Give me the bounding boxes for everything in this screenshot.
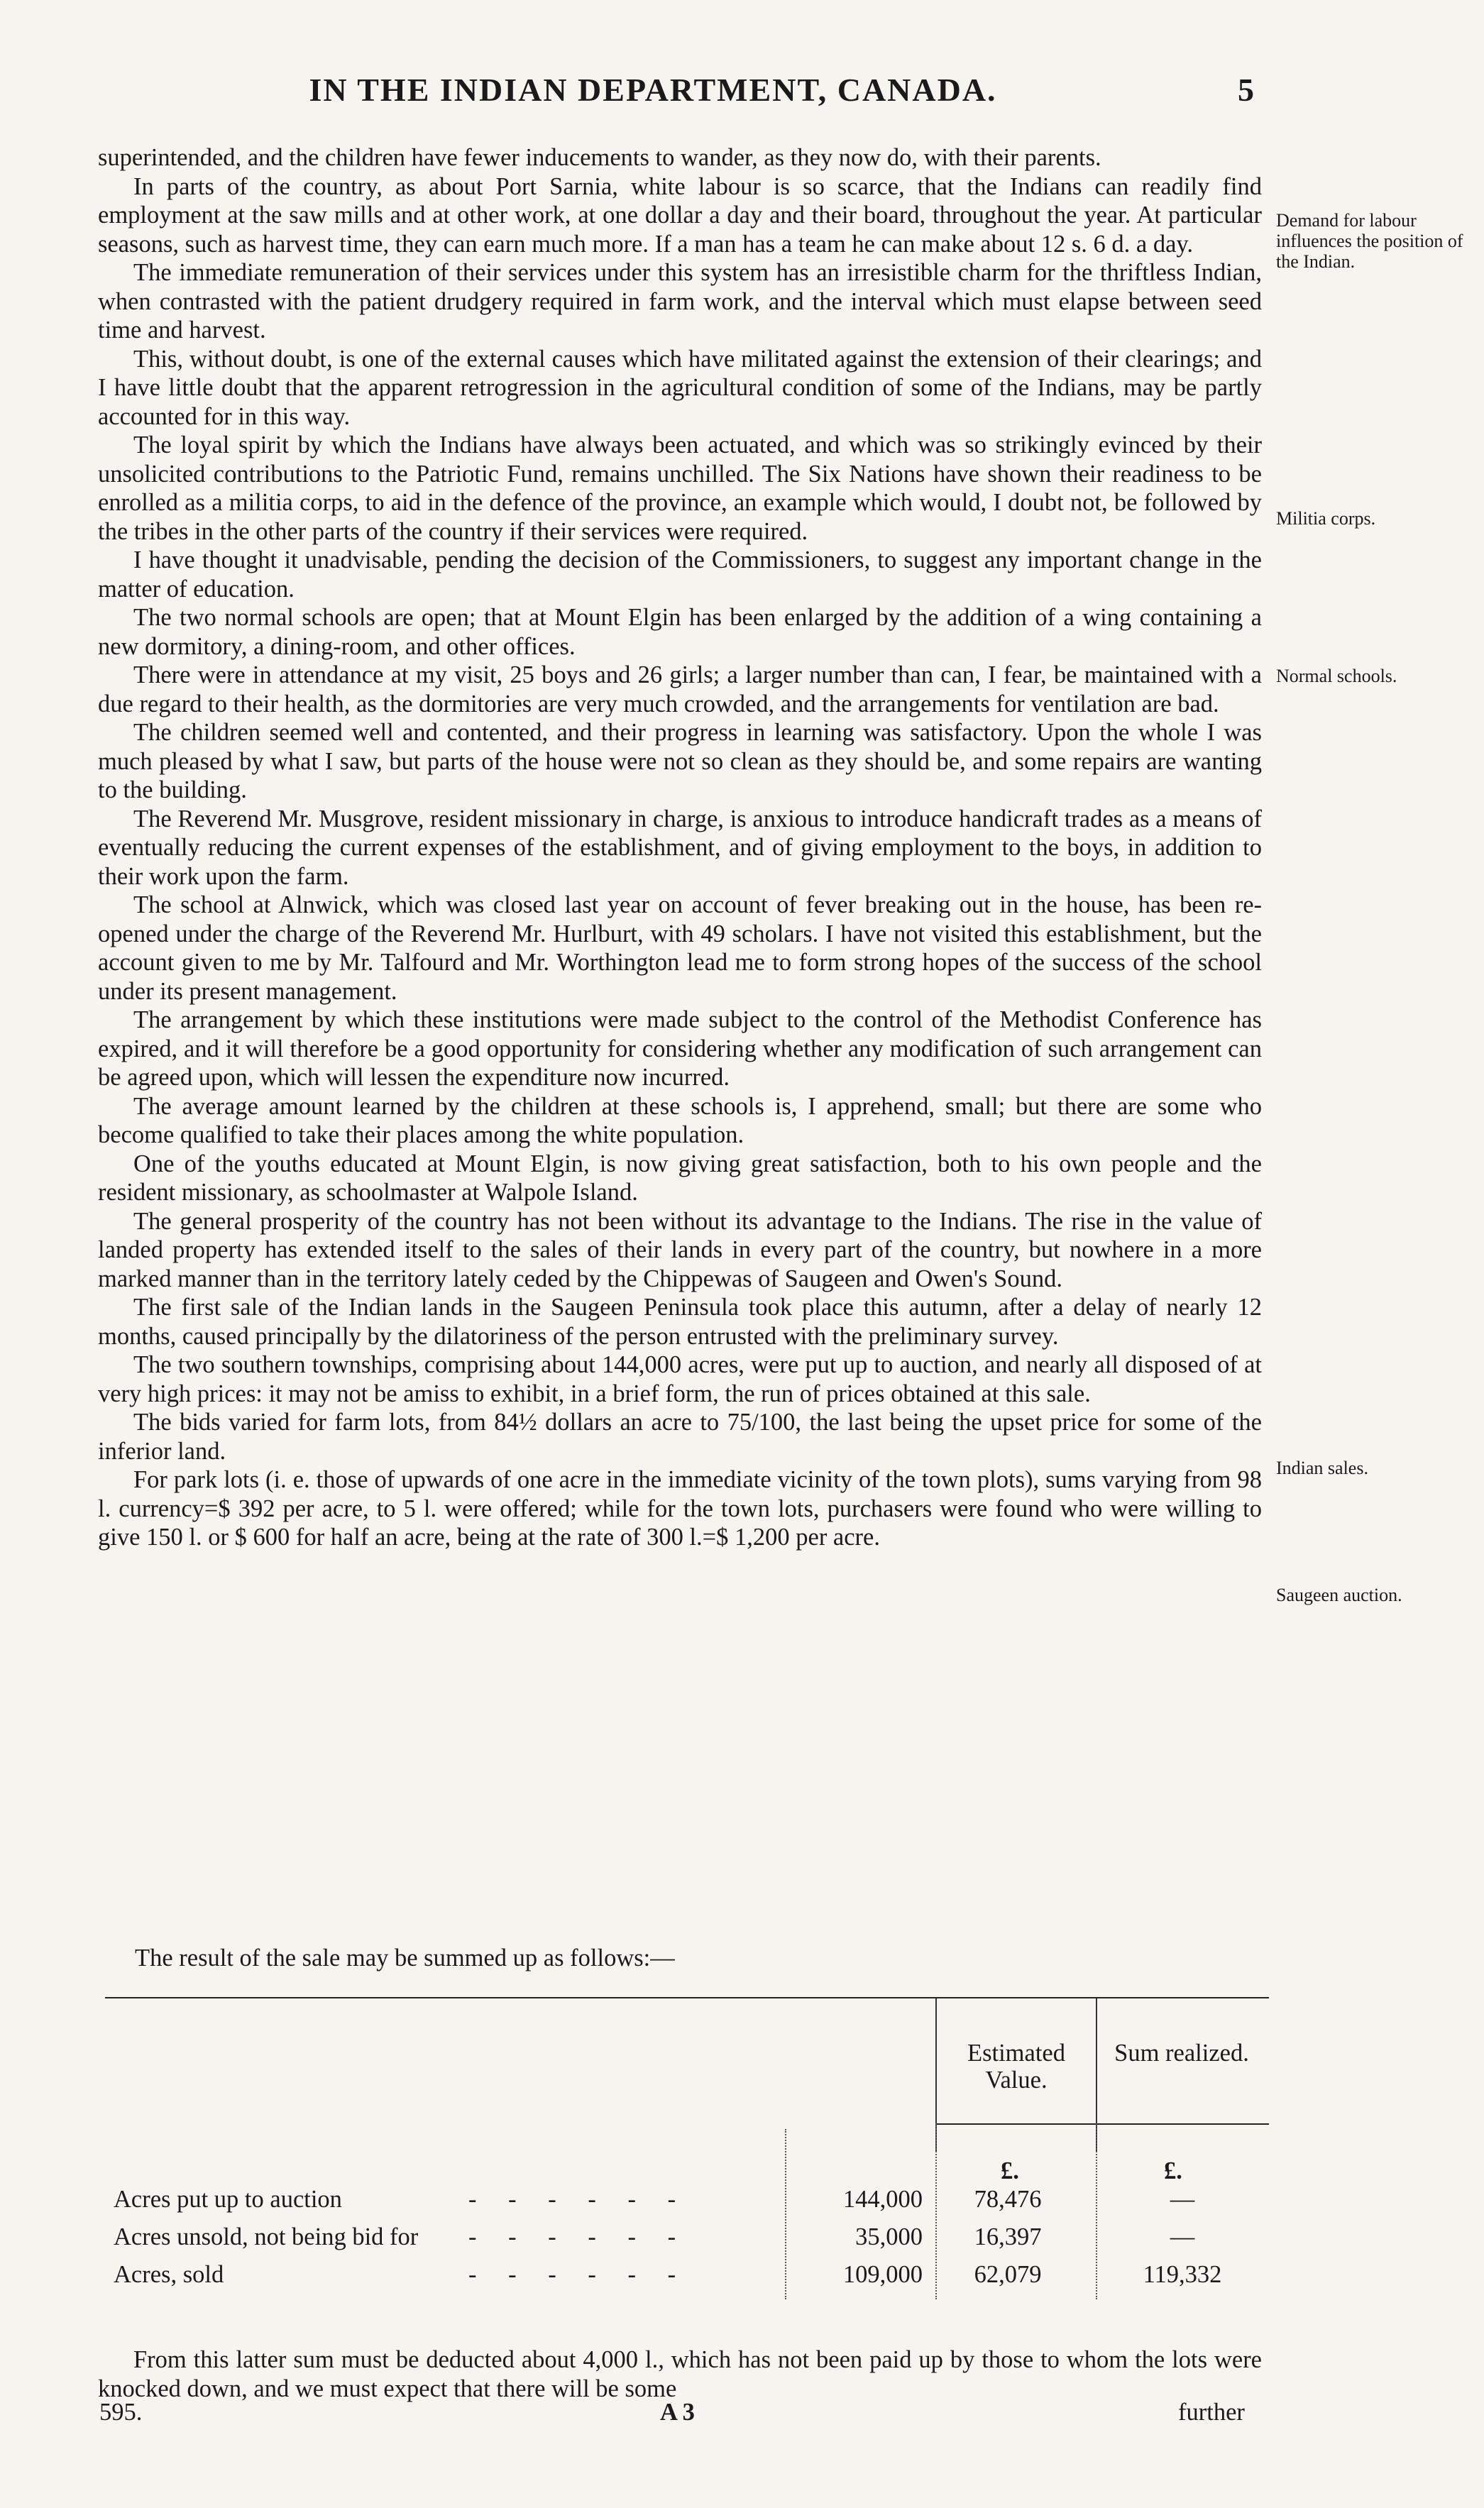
currency-label: £. xyxy=(1164,2157,1182,2184)
running-header: IN THE INDIAN DEPARTMENT, CANADA. xyxy=(309,72,997,108)
table-cell-acres: 35,000 xyxy=(855,2223,923,2250)
footer-signature-mark: A 3 xyxy=(660,2399,695,2426)
column-header-estimated: Estimated Value. xyxy=(967,2040,1065,2094)
table-row-label: Acres unsold, not being bid for xyxy=(114,2223,419,2250)
table-header-rule xyxy=(935,2123,1269,2125)
paragraph: The school at Alnwick, which was closed last year on account of fever breaking out in the house, has been re-opened under the charge of the Reverend Mr. Hurlburt, with 49 scholars. I have not visited this establishment, but the account given to me by Mr. Talfourd and Mr. Worthington lead me to form strong hopes of the success of the school under its present management. xyxy=(98,891,1262,1005)
table-row-label: Acres put up to auction xyxy=(114,2186,342,2213)
margin-note-labour: Demand for labour influences the position of the Indian. xyxy=(1276,210,1463,272)
paragraph: The bids varied for farm lots, from 84½ dollars an acre to 75/100, the last being the upset price for some of the inferior land. xyxy=(98,1409,1262,1465)
paragraph: From this latter sum must be deducted about 4,000 l., which has not been paid up by those to whom the lots were knocked down, and we must expect that there will be some xyxy=(98,2346,1262,2402)
footer-catchword: further xyxy=(1178,2399,1245,2426)
paragraph: superintended, and the children have fewer inducements to wander, as they now do, with their parents. xyxy=(98,144,1101,171)
paragraph: I have thought it unadvisable, pending the decision of the Commissioners, to suggest any important change in the matter of education. xyxy=(98,546,1262,603)
paragraph: The general prosperity of the country has not been without its advantage to the Indians. The rise in the value of landed property has extended itself to the sales of their lands in every part of the country, but nowhere in a more marked manner than in the territory lately ceded by the Chippewas of Saugeen and Owen's Sound. xyxy=(98,1207,1262,1292)
margin-note-militia: Militia corps. xyxy=(1276,508,1376,529)
footer-signature: 595. xyxy=(99,2399,143,2426)
paragraph: The first sale of the Indian lands in the Saugeen Peninsula took place this autumn, after a delay of nearly 12 months, caused principally by the dilatoriness of the person entrusted with the preliminary survey. xyxy=(98,1294,1262,1350)
margin-note-saugeen-auction: Saugeen auction. xyxy=(1276,1585,1402,1605)
table-cell-acres: 144,000 xyxy=(842,2186,923,2213)
leader-dashes: - - - - - - xyxy=(468,2261,689,2288)
paragraph: The loyal spirit by which the Indians have always been actuated, and which was so strikingly evinced by their unsolicited contributions to the Patriotic Fund, remains unchilled. The Six Nations have shown their readiness to be enrolled as a militia corps, to aid in the defence of the province, an example which would, I doubt not, be followed by the tribes in the other parts of the country if their services were required. xyxy=(98,431,1262,545)
currency-label: £. xyxy=(1001,2157,1019,2184)
body-text xyxy=(98,143,1262,1552)
paragraph: The two normal schools are open; that at Mount Elgin has been enlarged by the addition of a wing containing a new dormitory, a dining-room, and other offices. xyxy=(98,604,1262,660)
paragraph: For park lots (i. e. those of upwards of one acre in the immediate vicinity of the town plots), sums varying from 98 l. currency=$ 392 per acre, to 5 l. were offered; while for the town lots, purchasers were found who were willing to give 150 l. or $ 600 for half an acre, being at the rate of 300 l.=$ 1,200 per acre. xyxy=(98,1466,1262,1551)
paragraph: The average amount learned by the children at these schools is, I apprehend, small; but there are some who become qualified to take their places among the white population. xyxy=(98,1092,1262,1148)
column-header-realized: Sum realized. xyxy=(1114,2040,1249,2067)
paragraph: This, without doubt, is one of the external causes which have militated against the extension of their clearings; and I have little doubt that the apparent retrogression in the agricultural condition of some of the Indians, may be partly accounted for in this way. xyxy=(98,345,1262,430)
paragraph: The immediate remuneration of their services under this system has an irresistible charm for the thriftless Indian, when contrasted with the patient drudgery required in farm work, and the interval which must elapse between seed time and harvest. xyxy=(98,259,1262,343)
summary-intro: The result of the sale may be summed up as follows:— xyxy=(135,1945,675,1971)
margin-note-normal-schools: Normal schools. xyxy=(1276,666,1397,686)
leader-dashes: - - - - - - xyxy=(468,2223,689,2250)
margin-note-indian-sales: Indian sales. xyxy=(1276,1458,1368,1478)
table-cell-realized: — xyxy=(1170,2186,1195,2213)
table-divider xyxy=(785,2129,786,2299)
table-cell-estimated: 62,079 xyxy=(974,2261,1042,2288)
closing-paragraph xyxy=(98,2345,1262,2403)
paragraph: One of the youths educated at Mount Elgin, is now giving great satisfaction, both to his own people and the resident missionary, as schoolmaster at Walpole Island. xyxy=(98,1150,1262,1206)
paragraph: There were in attendance at my visit, 25 boys and 26 girls; a larger number than can, I fear, be maintained with a due regard to their health, as the dormitories are very much crowded, and the arrangements for ventilation are bad. xyxy=(98,661,1262,717)
paragraph: The two southern townships, comprising about 144,000 acres, were put up to auction, and nearly all disposed of at very high prices: it may not be amiss to exhibit, in a brief form, the run of prices obtained at this sale. xyxy=(98,1351,1262,1407)
paragraph: The Reverend Mr. Musgrove, resident missionary in charge, is anxious to introduce handicraft trades as a means of eventually reducing the current expenses of the establishment, and of giving employment to the boys, in addition to their work upon the farm. xyxy=(98,805,1262,890)
table-row-label: Acres, sold xyxy=(114,2261,224,2288)
table-cell-estimated: 16,397 xyxy=(974,2223,1042,2250)
paragraph: The children seemed well and contented, and their progress in learning was satisfactory. Upon the whole I was much pleased by what I saw, but parts of the house were not so clean as they should be, and some repairs are wanting to the building. xyxy=(98,719,1262,803)
paragraph: The arrangement by which these institutions were made subject to the control of the Methodist Conference has expired, and it will therefore be a good opportunity for considering whether any modification of such arrangement can be agreed upon, which will lessen the expenditure now incurred. xyxy=(98,1006,1262,1091)
table-cell-acres: 109,000 xyxy=(842,2261,923,2288)
table-cell-realized: 119,332 xyxy=(1143,2261,1222,2288)
table-cell-estimated: 78,476 xyxy=(974,2186,1042,2213)
table-divider xyxy=(1096,2123,1097,2299)
leader-dashes: - - - - - - xyxy=(468,2186,689,2213)
paragraph: In parts of the country, as about Port Sarnia, white labour is so scarce, that the Indians can readily find employment at the saw mills and at other work, at one dollar a day and their board, throughout the year. At particular seasons, such as harvest time, they can earn much more. If a man has a team he can make about 12 s. 6 d. a day. xyxy=(98,172,1262,258)
table-divider xyxy=(935,2123,937,2299)
table-top-rule xyxy=(105,1997,1269,1998)
table-cell-realized: — xyxy=(1170,2223,1195,2250)
page-number: 5 xyxy=(1238,72,1254,108)
